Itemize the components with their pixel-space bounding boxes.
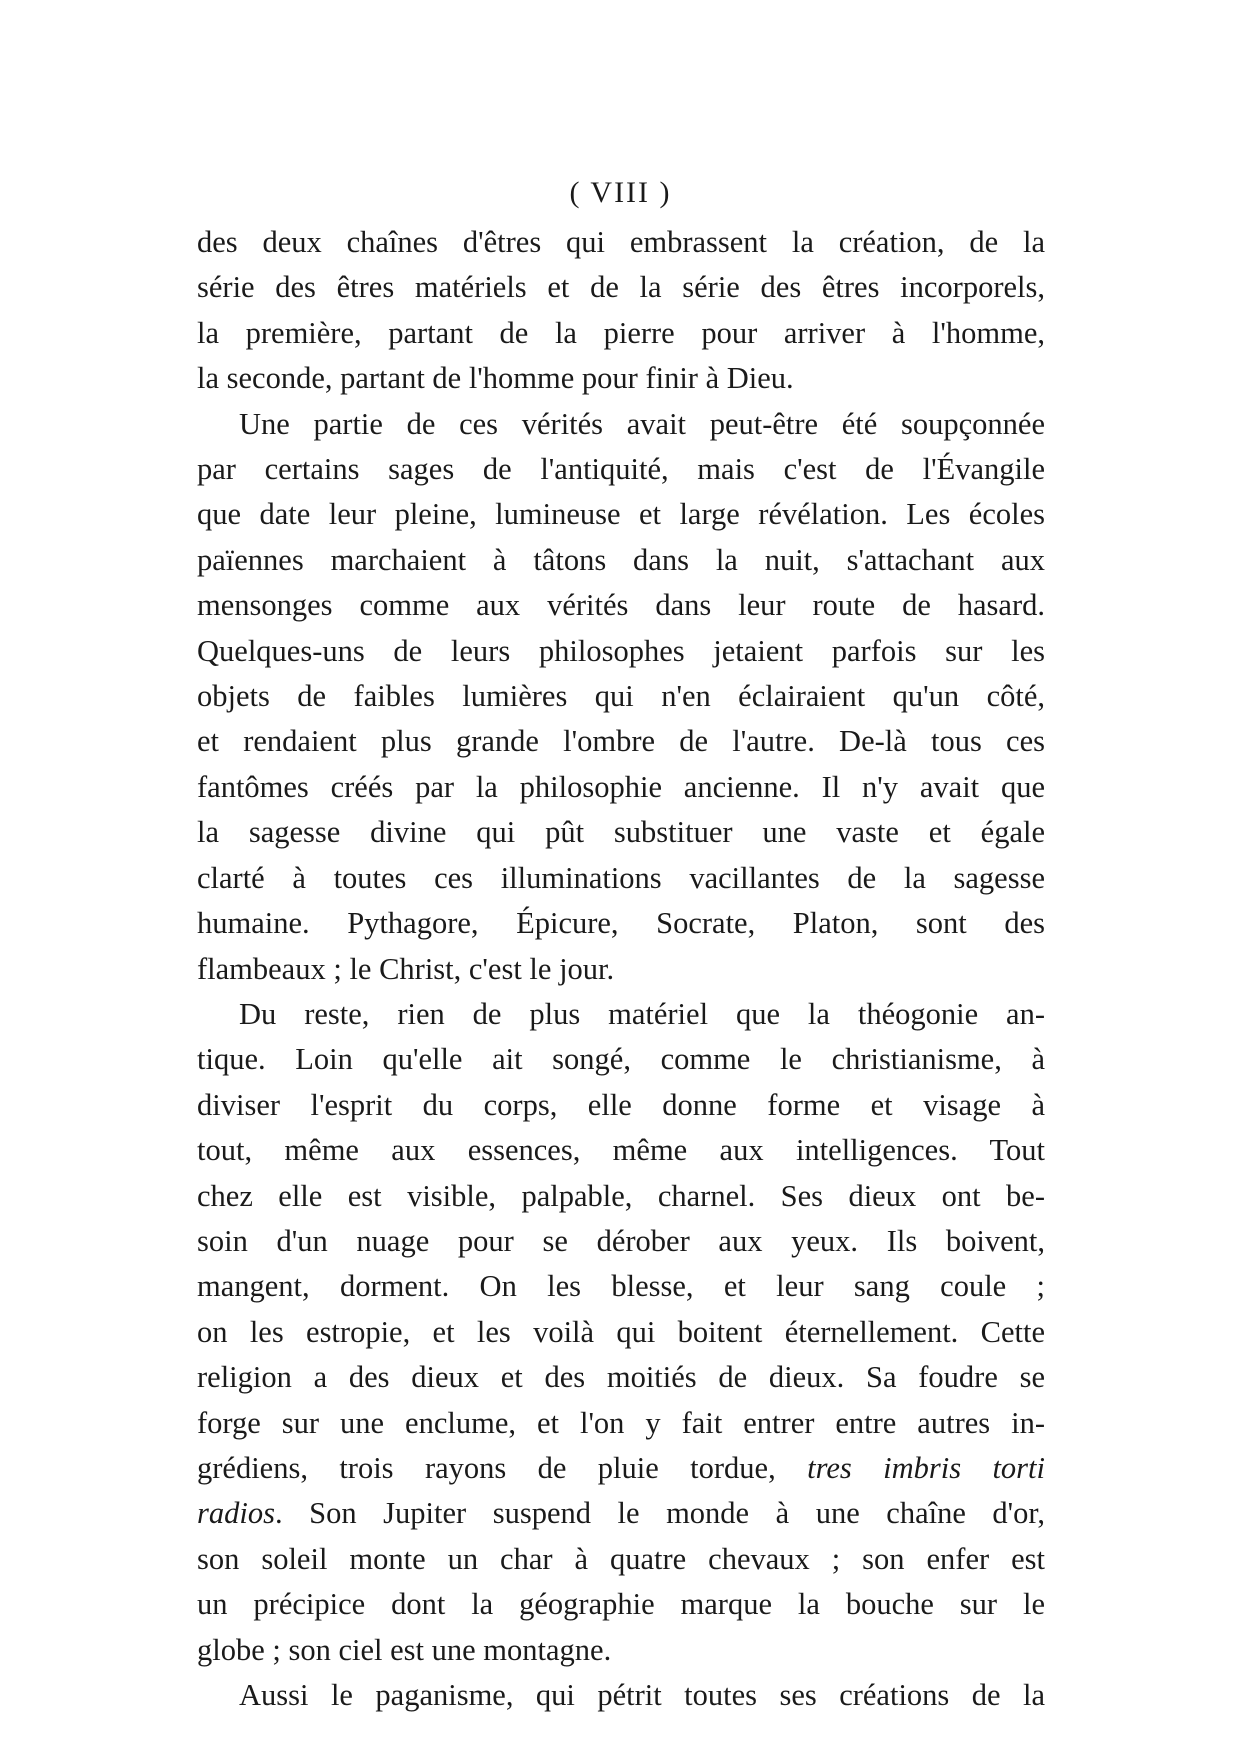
text-line: Quelques-uns de leurs philosophes jetaient parfois sur les: [197, 633, 1045, 668]
page-number: ( VIII ): [569, 176, 672, 209]
text-line: mangent, dorment. On les blesse, et leur sang coule ;: [197, 1269, 1045, 1304]
text-line: soin d'un nuage pour se dérober aux yeux. Ils boivent,: [197, 1223, 1045, 1258]
text-line: tout, même aux essences, même aux intelligences. Tout: [197, 1133, 1045, 1168]
text-line: son soleil monte un char à quatre chevaux ; son enfer est: [197, 1541, 1045, 1576]
text-line: un précipice dont la géographie marque la bouche sur le: [197, 1587, 1045, 1622]
text-line: la première, partant de la pierre pour arriver à l'homme,: [197, 315, 1045, 350]
text-line: Aussi le paganisme, qui pétrit toutes ses créations de la: [239, 1678, 1045, 1712]
text-line: mensonges comme aux vérités dans leur route de hasard.: [197, 588, 1045, 623]
text-line: par certains sages de l'antiquité, mais c'est de l'Évangile: [197, 452, 1045, 487]
text-line: humaine. Pythagore, Épicure, Socrate, Platon, sont des: [197, 906, 1045, 941]
text-line: que date leur pleine, lumineuse et large révélation. Les écoles: [197, 497, 1045, 532]
text-line: globe ; son ciel est une montagne.: [197, 1632, 612, 1667]
text-fragment: . Son Jupiter suspend le monde à une chaîne d'or,: [274, 1496, 1045, 1531]
text-line: forge sur une enclume, et l'on y fait entrer entre autres in-: [197, 1405, 1045, 1440]
text-line: clarté à toutes ces illuminations vacillantes de la sagesse: [197, 860, 1045, 895]
text-line: la seconde, partant de l'homme pour finir à Dieu.: [197, 361, 794, 396]
text-line: païennes marchaient à tâtons dans la nuit, s'attachant aux: [197, 542, 1045, 577]
text-line: religion a des dieux et des moitiés de dieux. Sa foudre se: [197, 1360, 1045, 1395]
text-line: Du reste, rien de plus matériel que la théogonie an-: [239, 996, 1045, 1031]
text-line: Une partie de ces vérités avait peut-être été soupçonnée: [239, 406, 1045, 441]
latin-quote: radios: [197, 1496, 275, 1531]
text-line-with-latin: [197, 1491, 1045, 1536]
text-line: objets de faibles lumières qui n'en éclairaient qu'un côté,: [197, 679, 1045, 714]
text-line-with-latin: [197, 1446, 1045, 1491]
body-text: [197, 220, 1045, 1718]
text-line: tique. Loin qu'elle ait songé, comme le christianisme, à: [197, 1042, 1045, 1077]
text-line: série des êtres matériels et de la série des êtres incorporels,: [197, 270, 1045, 305]
text-line: fantômes créés par la philosophie ancienne. Il n'y avait que: [197, 769, 1045, 804]
text-fragment: grédiens, trois rayons de pluie tordue,: [197, 1450, 776, 1485]
text-line: chez elle est visible, palpable, charnel. Ses dieux ont be-: [197, 1178, 1045, 1213]
text-line: et rendaient plus grande l'ombre de l'autre. De-là tous ces: [197, 724, 1045, 759]
text-line: des deux chaînes d'êtres qui embrassent la création, de la: [197, 225, 1045, 259]
text-line: on les estropie, et les voilà qui boitent éternellement. Cette: [197, 1314, 1045, 1349]
text-line: flambeaux ; le Christ, c'est le jour.: [197, 951, 615, 986]
latin-quote: tres imbris torti: [807, 1450, 1045, 1485]
text-line: la sagesse divine qui pût substituer une vaste et égale: [197, 815, 1045, 850]
text-line: diviser l'esprit du corps, elle donne forme et visage à: [197, 1087, 1045, 1122]
